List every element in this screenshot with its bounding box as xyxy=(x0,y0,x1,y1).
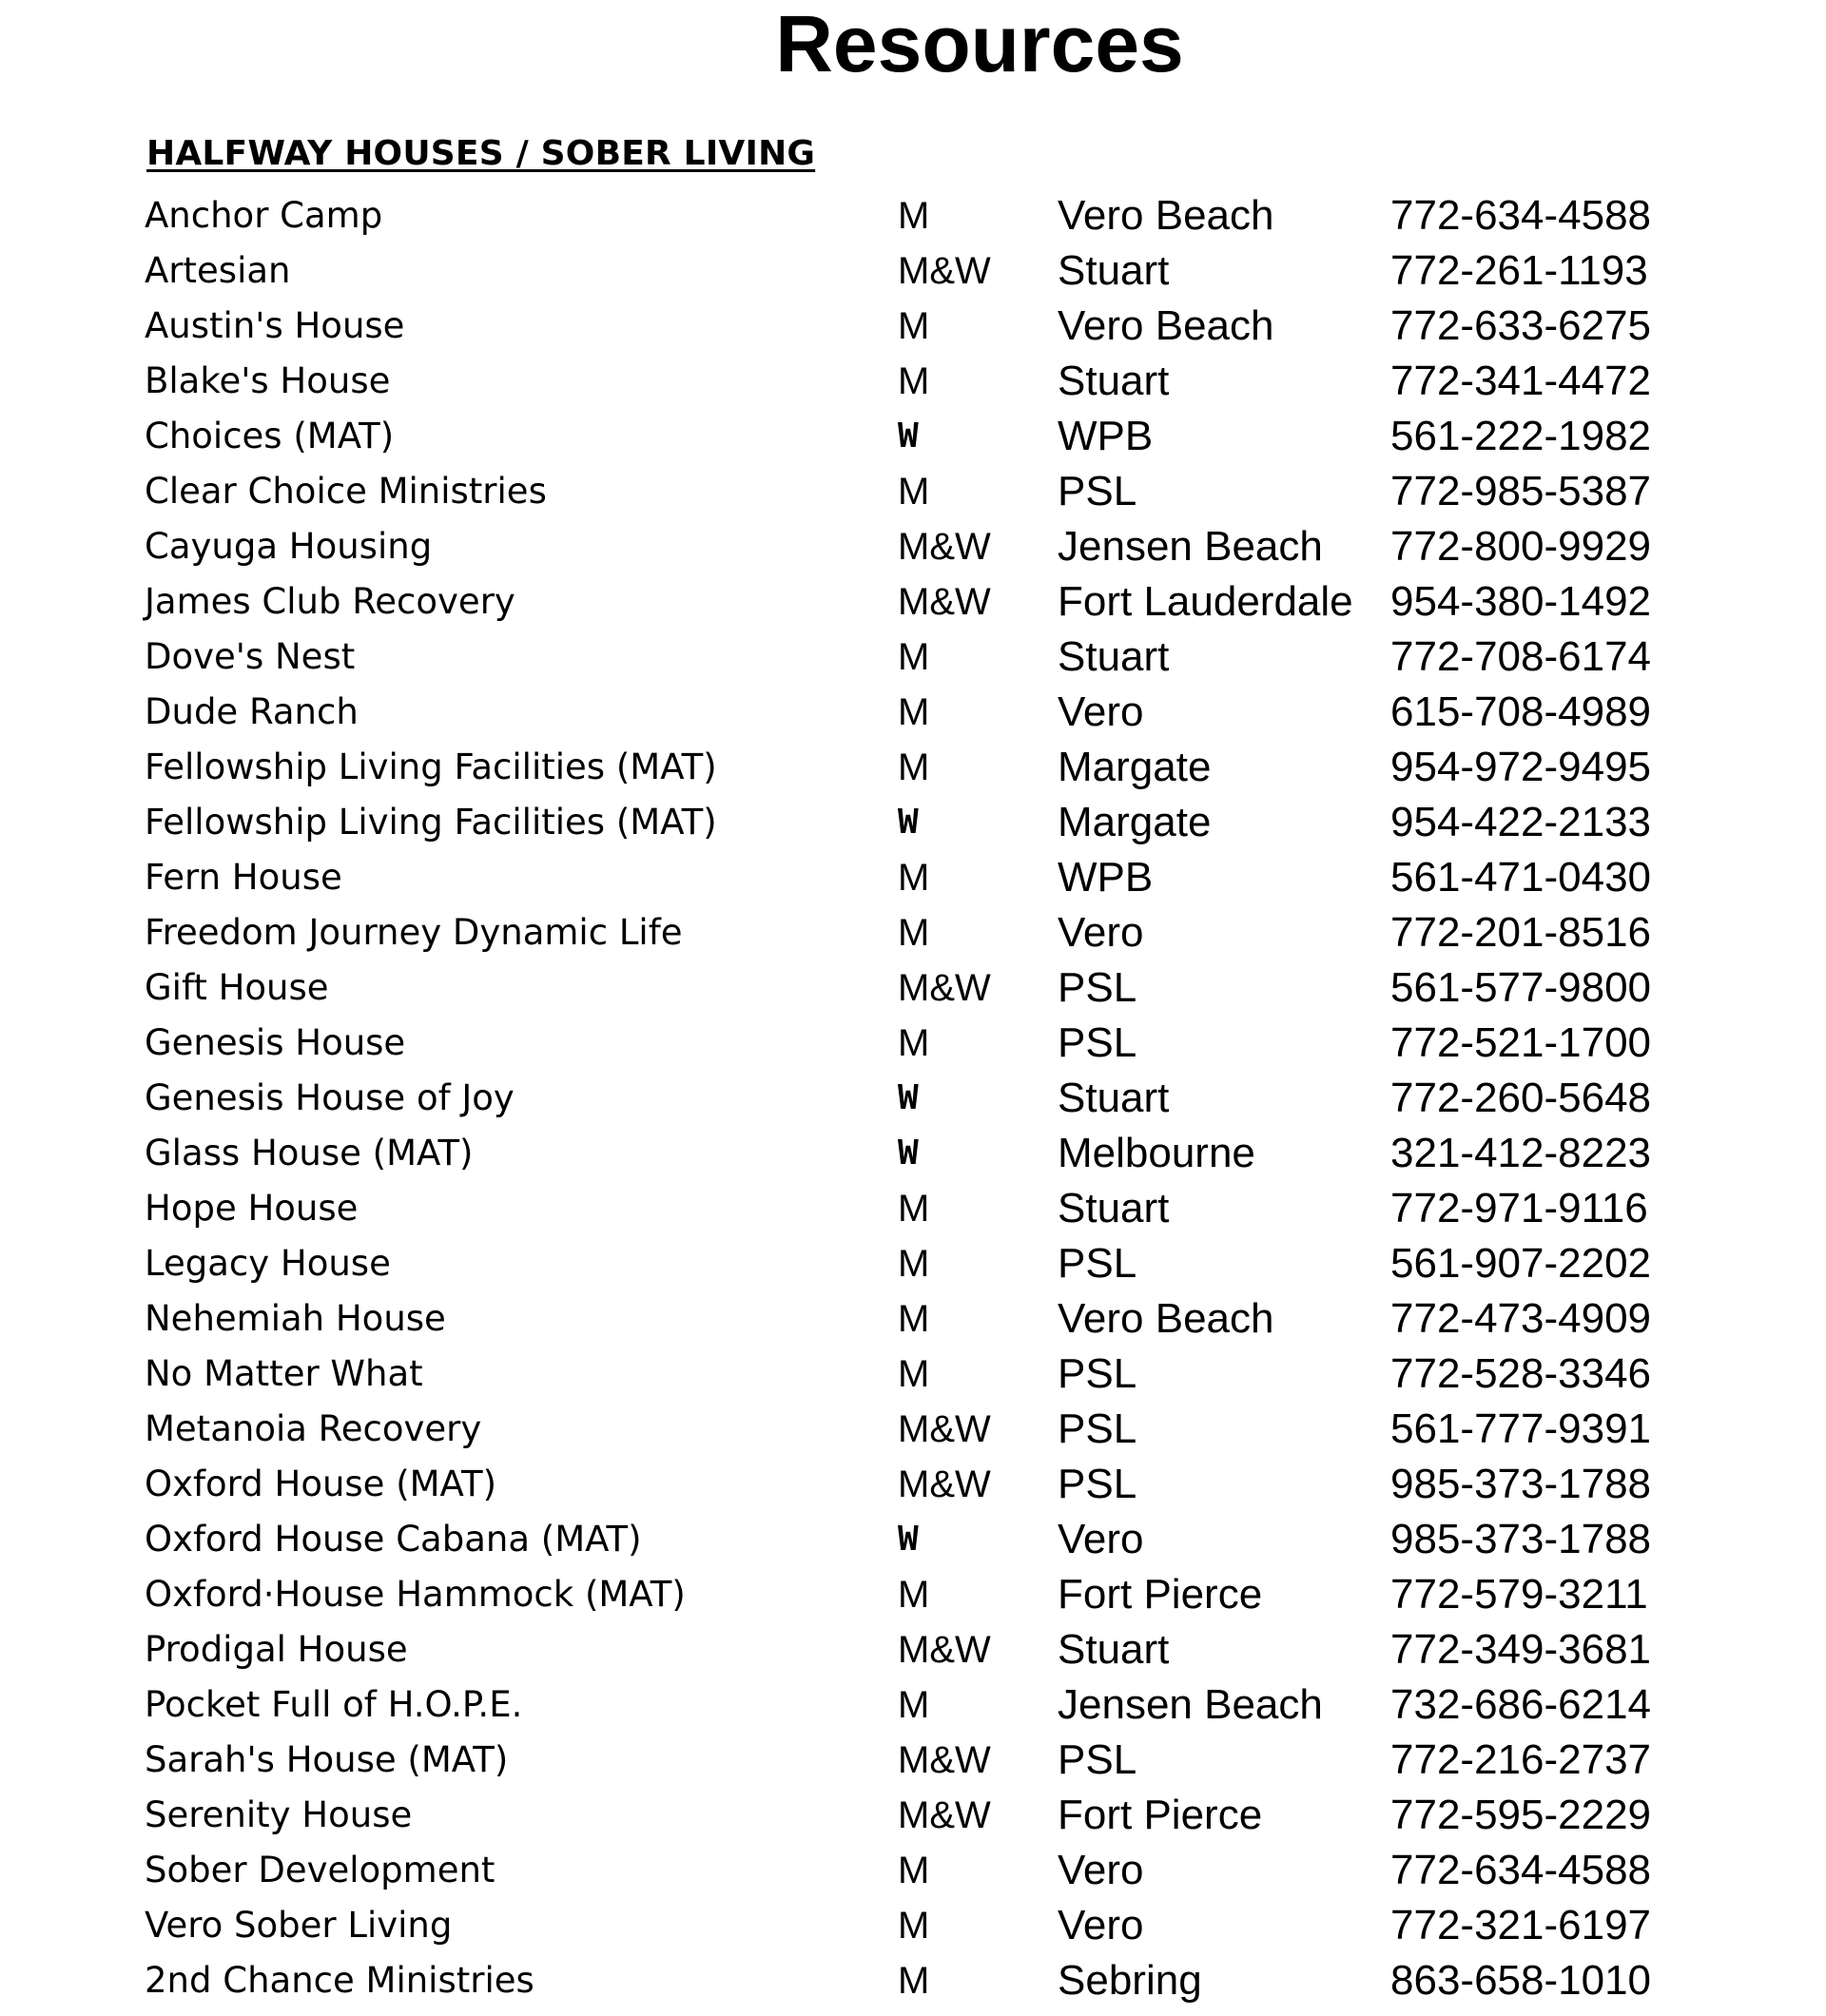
resource-phone: 772-985-5387 xyxy=(1390,468,1652,514)
resource-gender: M xyxy=(898,1353,930,1395)
resource-phone: 321-412-8223 xyxy=(1390,1130,1652,1176)
resource-phone: 772-521-1700 xyxy=(1390,1019,1652,1066)
resource-phone: 772-201-8516 xyxy=(1390,909,1652,956)
resource-name: Sober Development xyxy=(145,1850,495,1890)
list-item xyxy=(0,1071,1826,1126)
list-item xyxy=(0,1457,1826,1512)
resource-gender: W xyxy=(898,1520,919,1559)
resource-gender: M&W xyxy=(898,250,991,292)
list-item xyxy=(0,905,1826,960)
resource-gender: M xyxy=(898,912,930,954)
resource-phone: 772-708-6174 xyxy=(1390,633,1652,680)
resource-name: Metanoia Recovery xyxy=(145,1408,482,1449)
resource-gender: M xyxy=(898,857,930,899)
resource-city: Stuart xyxy=(1058,1185,1170,1231)
resource-gender: M xyxy=(898,1960,930,2002)
resource-city: Fort Lauderdale xyxy=(1058,578,1353,625)
resource-name: Genesis House xyxy=(145,1022,406,1063)
list-item xyxy=(0,464,1826,519)
list-item xyxy=(0,299,1826,354)
list-item xyxy=(0,519,1826,574)
resource-city: PSL xyxy=(1058,1461,1137,1507)
resource-gender: M xyxy=(898,1574,930,1616)
list-item xyxy=(0,1236,1826,1291)
resource-phone: 772-473-4909 xyxy=(1390,1295,1652,1342)
resource-name: Vero Sober Living xyxy=(145,1905,453,1946)
resource-phone: 772-528-3346 xyxy=(1390,1350,1652,1397)
resource-gender: M xyxy=(898,636,930,678)
resource-name: 2nd Chance Ministries xyxy=(145,1960,534,2001)
list-item xyxy=(0,1016,1826,1071)
resource-phone: 772-595-2229 xyxy=(1390,1792,1652,1838)
resource-name: Legacy House xyxy=(145,1243,391,1284)
resource-city: Vero xyxy=(1058,909,1144,956)
resource-name: Austin's House xyxy=(145,305,405,346)
resource-city: Vero xyxy=(1058,688,1144,735)
resource-gender: M&W xyxy=(898,967,991,1009)
list-item xyxy=(0,1567,1826,1622)
resource-name: Artesian xyxy=(145,250,291,291)
resource-phone: 561-777-9391 xyxy=(1390,1405,1652,1452)
list-item xyxy=(0,1843,1826,1898)
resource-phone: 561-577-9800 xyxy=(1390,964,1652,1011)
list-item xyxy=(0,1512,1826,1567)
resource-name: Prodigal House xyxy=(145,1629,408,1670)
resource-city: Margate xyxy=(1058,799,1212,845)
resource-phone: 954-972-9495 xyxy=(1390,744,1652,790)
resource-name: Clear Choice Ministries xyxy=(145,471,547,512)
resource-city: Fort Pierce xyxy=(1058,1571,1263,1618)
list-item xyxy=(0,1953,1826,2008)
list-item xyxy=(0,630,1826,685)
resource-city: Vero xyxy=(1058,1516,1144,1562)
resource-city: Jensen Beach xyxy=(1058,1681,1323,1728)
resource-name: Dude Ranch xyxy=(145,691,359,732)
resource-gender: M xyxy=(898,1022,930,1064)
resource-name: Fellowship Living Facilities (MAT) xyxy=(145,802,717,843)
resource-city: PSL xyxy=(1058,468,1137,514)
list-item xyxy=(0,960,1826,1016)
resource-gender: M xyxy=(898,360,930,402)
resource-name: Pocket Full of H.O.P.E. xyxy=(145,1684,523,1725)
list-item xyxy=(0,1788,1826,1843)
list-item xyxy=(0,740,1826,795)
resource-city: WPB xyxy=(1058,854,1154,901)
resource-gender: M xyxy=(898,1684,930,1726)
resource-city: Stuart xyxy=(1058,1075,1170,1121)
resource-gender: W xyxy=(898,1134,919,1173)
resource-gender: M xyxy=(898,691,930,733)
resource-gender: M xyxy=(898,1850,930,1891)
resource-city: Stuart xyxy=(1058,358,1170,404)
list-item xyxy=(0,795,1826,850)
resource-phone: 954-380-1492 xyxy=(1390,578,1652,625)
list-item xyxy=(0,1291,1826,1347)
list-item xyxy=(0,188,1826,243)
resource-name: Gift House xyxy=(145,967,329,1008)
resource-name: Oxford·House Hammock (MAT) xyxy=(145,1574,686,1615)
resource-name: Fellowship Living Facilities (MAT) xyxy=(145,746,717,787)
list-item xyxy=(0,409,1826,464)
resource-name: Oxford House Cabana (MAT) xyxy=(145,1519,642,1560)
resource-gender: M&W xyxy=(898,581,991,623)
list-item xyxy=(0,1622,1826,1677)
resource-city: Vero xyxy=(1058,1847,1144,1893)
resource-city: Sebring xyxy=(1058,1957,1202,2004)
resource-gender: M&W xyxy=(898,1629,991,1671)
list-item xyxy=(0,574,1826,630)
resource-city: PSL xyxy=(1058,1240,1137,1287)
resource-phone: 772-261-1193 xyxy=(1390,247,1648,294)
section-heading: HALFWAY HOUSES / SOBER LIVING xyxy=(146,134,816,173)
list-item xyxy=(0,243,1826,299)
resource-name: Anchor Camp xyxy=(145,195,383,236)
list-item xyxy=(0,1181,1826,1236)
resource-city: PSL xyxy=(1058,1736,1137,1783)
resource-phone: 772-971-9116 xyxy=(1390,1185,1648,1231)
resource-city: Stuart xyxy=(1058,633,1170,680)
resource-phone: 863-658-1010 xyxy=(1390,1957,1652,2004)
resource-phone: 985-373-1788 xyxy=(1390,1461,1652,1507)
list-item xyxy=(0,354,1826,409)
resource-gender: M xyxy=(898,1298,930,1340)
resource-gender: M xyxy=(898,1905,930,1947)
list-item xyxy=(0,685,1826,740)
resource-phone: 772-633-6275 xyxy=(1390,302,1652,349)
resource-name: Glass House (MAT) xyxy=(145,1133,474,1173)
resource-name: Genesis House of Joy xyxy=(145,1077,515,1118)
resource-gender: M xyxy=(898,305,930,347)
resource-gender: W xyxy=(898,803,919,842)
resource-list xyxy=(0,188,1826,2008)
resource-gender: M&W xyxy=(898,1408,991,1450)
resource-name: Serenity House xyxy=(145,1794,413,1835)
resource-city: PSL xyxy=(1058,1350,1137,1397)
resource-phone: 772-260-5648 xyxy=(1390,1075,1652,1121)
resource-gender: M&W xyxy=(898,1794,991,1836)
resource-city: PSL xyxy=(1058,964,1137,1011)
resource-phone: 772-579-3211 xyxy=(1390,1571,1648,1618)
page-title: Resources xyxy=(775,0,1184,88)
resource-phone: 561-222-1982 xyxy=(1390,413,1652,459)
resource-phone: 772-341-4472 xyxy=(1390,358,1652,404)
resource-phone: 985-373-1788 xyxy=(1390,1516,1652,1562)
resource-name: Blake's House xyxy=(145,360,391,401)
resource-phone: 561-907-2202 xyxy=(1390,1240,1652,1287)
resource-name: Dove's Nest xyxy=(145,636,356,677)
resource-name: Oxford House (MAT) xyxy=(145,1464,497,1504)
resource-phone: 772-800-9929 xyxy=(1390,523,1652,570)
resource-phone: 772-634-4588 xyxy=(1390,1847,1652,1893)
resource-gender: W xyxy=(898,1078,919,1117)
resource-name: Fern House xyxy=(145,857,342,898)
resource-gender: M&W xyxy=(898,1739,991,1781)
resource-city: Stuart xyxy=(1058,1626,1170,1673)
resource-gender: M&W xyxy=(898,526,991,568)
resource-city: Vero xyxy=(1058,1902,1144,1948)
resource-name: Hope House xyxy=(145,1188,359,1229)
list-item xyxy=(0,1898,1826,1953)
resource-city: Jensen Beach xyxy=(1058,523,1323,570)
resource-gender: M xyxy=(898,1188,930,1230)
resource-name: Sarah's House (MAT) xyxy=(145,1739,509,1780)
resource-name: Choices (MAT) xyxy=(145,416,395,456)
resource-city: PSL xyxy=(1058,1405,1137,1452)
resource-city: Stuart xyxy=(1058,247,1170,294)
resource-gender: M xyxy=(898,471,930,513)
resource-phone: 772-634-4588 xyxy=(1390,192,1652,239)
list-item xyxy=(0,1677,1826,1733)
resource-gender: M&W xyxy=(898,1464,991,1505)
list-item xyxy=(0,1402,1826,1457)
resource-name: James Club Recovery xyxy=(145,581,515,622)
resource-gender: M xyxy=(898,195,930,237)
resource-phone: 772-216-2737 xyxy=(1390,1736,1652,1783)
resource-name: Freedom Journey Dynamic Life xyxy=(145,912,683,953)
resource-phone: 615-708-4989 xyxy=(1390,688,1652,735)
list-item xyxy=(0,850,1826,905)
resource-gender: M xyxy=(898,746,930,788)
resource-phone: 954-422-2133 xyxy=(1390,799,1652,845)
resource-gender: M xyxy=(898,1243,930,1285)
resource-phone: 561-471-0430 xyxy=(1390,854,1652,901)
resource-name: No Matter What xyxy=(145,1353,423,1394)
resource-gender: W xyxy=(898,417,919,456)
resource-city: Vero Beach xyxy=(1058,302,1274,349)
resource-city: Margate xyxy=(1058,744,1212,790)
list-item xyxy=(0,1347,1826,1402)
resource-name: Cayuga Housing xyxy=(145,526,433,567)
resource-phone: 732-686-6214 xyxy=(1390,1681,1652,1728)
resource-city: Melbourne xyxy=(1058,1130,1255,1176)
resource-city: Vero Beach xyxy=(1058,192,1274,239)
resource-city: Fort Pierce xyxy=(1058,1792,1263,1838)
resource-city: PSL xyxy=(1058,1019,1137,1066)
resource-phone: 772-349-3681 xyxy=(1390,1626,1652,1673)
resource-name: Nehemiah House xyxy=(145,1298,446,1339)
resource-city: WPB xyxy=(1058,413,1154,459)
resource-city: Vero Beach xyxy=(1058,1295,1274,1342)
resource-phone: 772-321-6197 xyxy=(1390,1902,1652,1948)
list-item xyxy=(0,1126,1826,1181)
list-item xyxy=(0,1733,1826,1788)
